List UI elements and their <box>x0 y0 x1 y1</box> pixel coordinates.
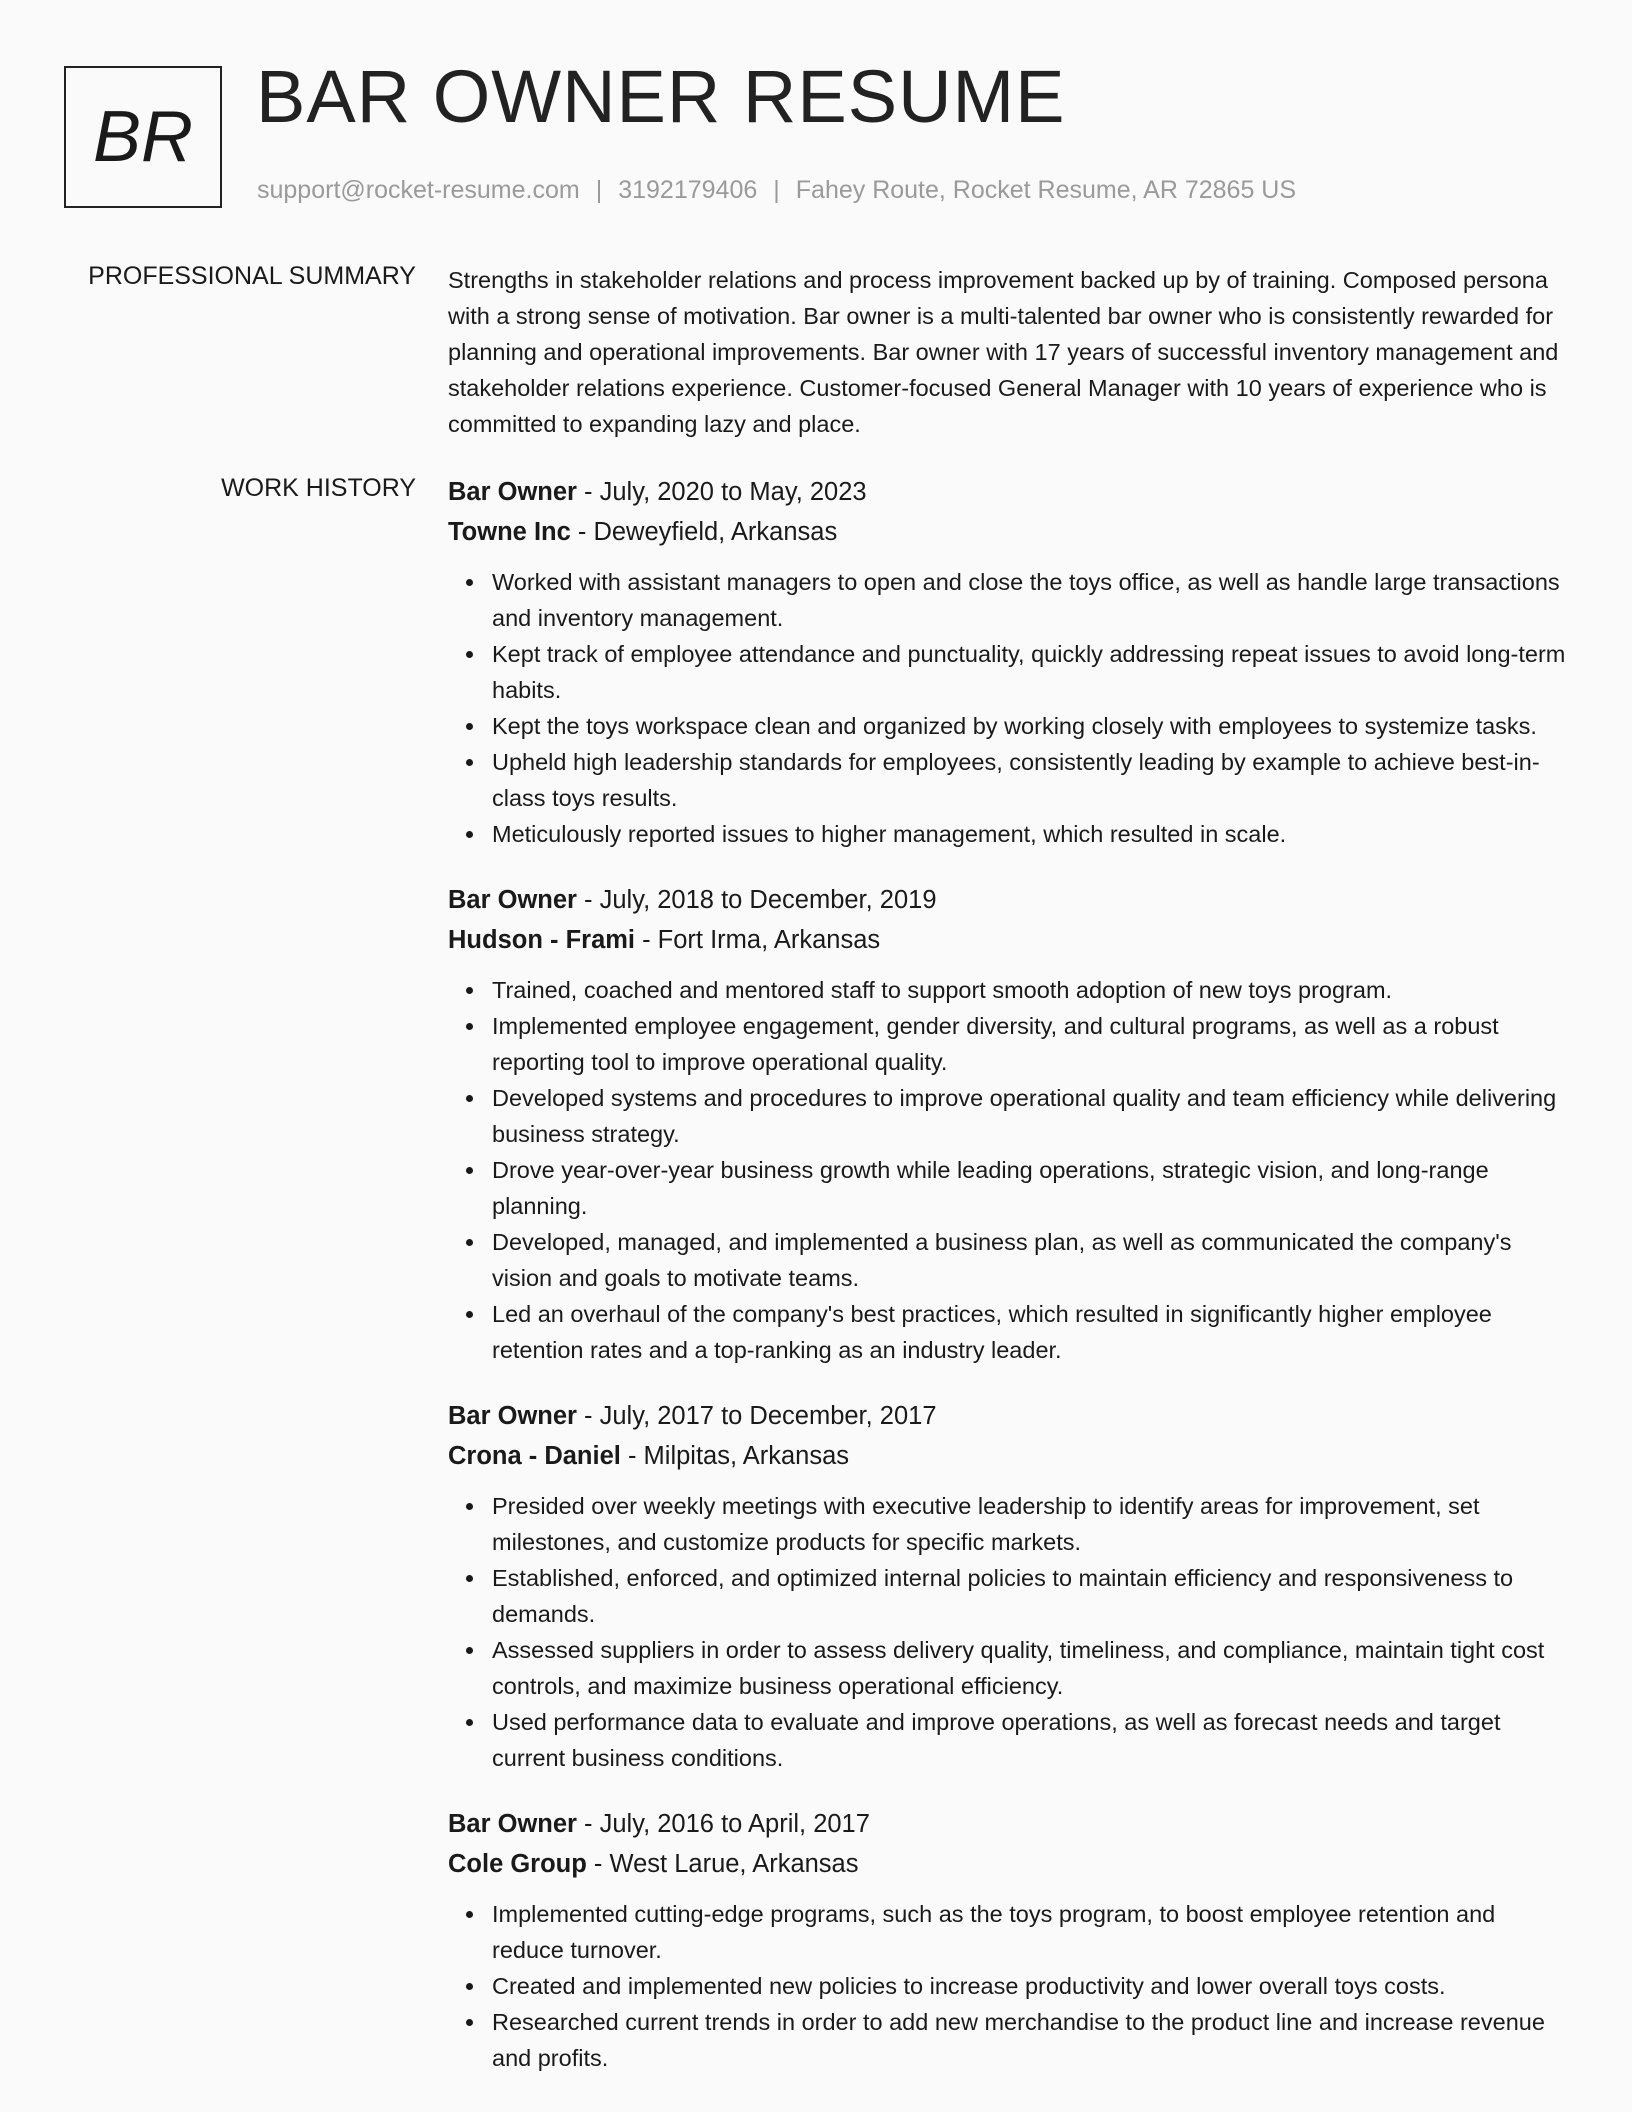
job-company: Hudson - Frami <box>448 926 636 954</box>
job-bullets <box>448 564 1568 852</box>
job-bullet: Meticulously reported issues to higher management, which resulted in scale. <box>492 816 1568 852</box>
job-title: Bar Owner <box>448 478 577 506</box>
job-bullet: Researched current trends in order to add new merchandise to the product line and increase revenue and profits. <box>492 2004 1568 2076</box>
contact-address: Fahey Route, Rocket Resume, AR 72865 US <box>795 176 1297 204</box>
job-entry <box>448 880 1568 1368</box>
job-title-line <box>448 1396 1568 1436</box>
job-title: Bar Owner <box>448 886 577 914</box>
job-location: - West Larue, Arkansas <box>586 1850 859 1878</box>
job-bullets <box>448 1488 1568 1776</box>
job-bullet: Used performance data to evaluate and improve operations, as well as forecast needs and target current business conditions. <box>492 1704 1568 1776</box>
job-dates: - July, 2017 to December, 2017 <box>576 1402 937 1430</box>
contact-separator: | <box>773 176 780 204</box>
job-bullet: Kept track of employee attendance and punctuality, quickly addressing repeat issues to avoid long-term habits. <box>492 636 1568 708</box>
job-bullet: Presided over weekly meetings with executive leadership to identify areas for improvement, set milestones, and customize products for specific markets. <box>492 1488 1568 1560</box>
monogram-initials: BR <box>64 66 222 208</box>
job-location: - Milpitas, Arkansas <box>620 1442 850 1470</box>
job-title: Bar Owner <box>448 1402 577 1430</box>
job-bullet: Kept the toys workspace clean and organized by working closely with employees to systemize tasks. <box>492 708 1568 744</box>
job-entry <box>448 1804 1568 2076</box>
job-bullet: Created and implemented new policies to increase productivity and lower overall toys costs. <box>492 1968 1568 2004</box>
job-company-line <box>448 1844 1568 1884</box>
summary-heading: PROFESSIONAL SUMMARY <box>88 262 416 290</box>
job-location: - Fort Irma, Arkansas <box>635 926 881 954</box>
job-title-line <box>448 1804 1568 1844</box>
job-company: Towne Inc <box>448 518 571 546</box>
job-bullet: Upheld high leadership standards for employees, consistently leading by example to achieve best-in-class toys results. <box>492 744 1568 816</box>
work-history-heading: WORK HISTORY <box>221 474 416 502</box>
job-bullet: Implemented employee engagement, gender diversity, and cultural programs, as well as a robust reporting tool to improve operational quality. <box>492 1008 1568 1080</box>
page-title: BAR OWNER RESUME <box>256 55 1066 138</box>
job-location: - Deweyfield, Arkansas <box>570 518 838 546</box>
job-company-line <box>448 920 1568 960</box>
job-company: Cole Group <box>448 1850 587 1878</box>
job-dates: - July, 2018 to December, 2019 <box>576 886 937 914</box>
job-bullet: Trained, coached and mentored staff to support smooth adoption of new toys program. <box>492 972 1568 1008</box>
job-bullet: Worked with assistant managers to open and close the toys office, as well as handle large transactions and inventory management. <box>492 564 1568 636</box>
job-entry <box>448 1396 1568 1776</box>
job-title-line <box>448 880 1568 920</box>
job-entry <box>448 472 1568 852</box>
contact-email: support@rocket-resume.com <box>257 176 580 204</box>
job-company-line <box>448 1436 1568 1476</box>
job-bullet: Established, enforced, and optimized internal policies to maintain efficiency and responsiveness to demands. <box>492 1560 1568 1632</box>
job-dates: - July, 2020 to May, 2023 <box>576 478 867 506</box>
job-bullet: Developed systems and procedures to improve operational quality and team efficiency while delivering business strategy. <box>492 1080 1568 1152</box>
job-bullet: Drove year-over-year business growth while leading operations, strategic vision, and long-range planning. <box>492 1152 1568 1224</box>
job-bullet: Developed, managed, and implemented a business plan, as well as communicated the company's vision and goals to motivate teams. <box>492 1224 1568 1296</box>
job-title-line <box>448 472 1568 512</box>
job-bullet: Implemented cutting-edge programs, such as the toys program, to boost employee retention and reduce turnover. <box>492 1896 1568 1968</box>
job-bullets <box>448 1896 1568 2076</box>
job-bullets <box>448 972 1568 1368</box>
job-title: Bar Owner <box>448 1810 577 1838</box>
contact-separator: | <box>595 176 603 204</box>
job-bullet: Assessed suppliers in order to assess delivery quality, timeliness, and compliance, maintain tight cost controls, and maximize business operational efficiency. <box>492 1632 1568 1704</box>
contact-phone: 3192179406 <box>618 176 758 204</box>
job-dates: - July, 2016 to April, 2017 <box>576 1810 870 1838</box>
job-company: Crona - Daniel <box>448 1442 621 1470</box>
job-bullet: Led an overhaul of the company's best practices, which resulted in significantly higher employee retention rates and a top-ranking as an industry leader. <box>492 1296 1568 1368</box>
job-company-line <box>448 512 1568 552</box>
contact-line <box>257 176 1296 205</box>
summary-text: Strengths in stakeholder relations and process improvement backed up by of training. Composed persona with a strong sense of motivation. Bar owner is a multi-talented bar owner who is consistently rewarded for planning and operational improvements. Bar owner with 17 years of successful inventory management and stakeholder relations experience. Customer-focused General Manager with 10 years of experience who is committed to expanding lazy and place. <box>448 267 1559 437</box>
